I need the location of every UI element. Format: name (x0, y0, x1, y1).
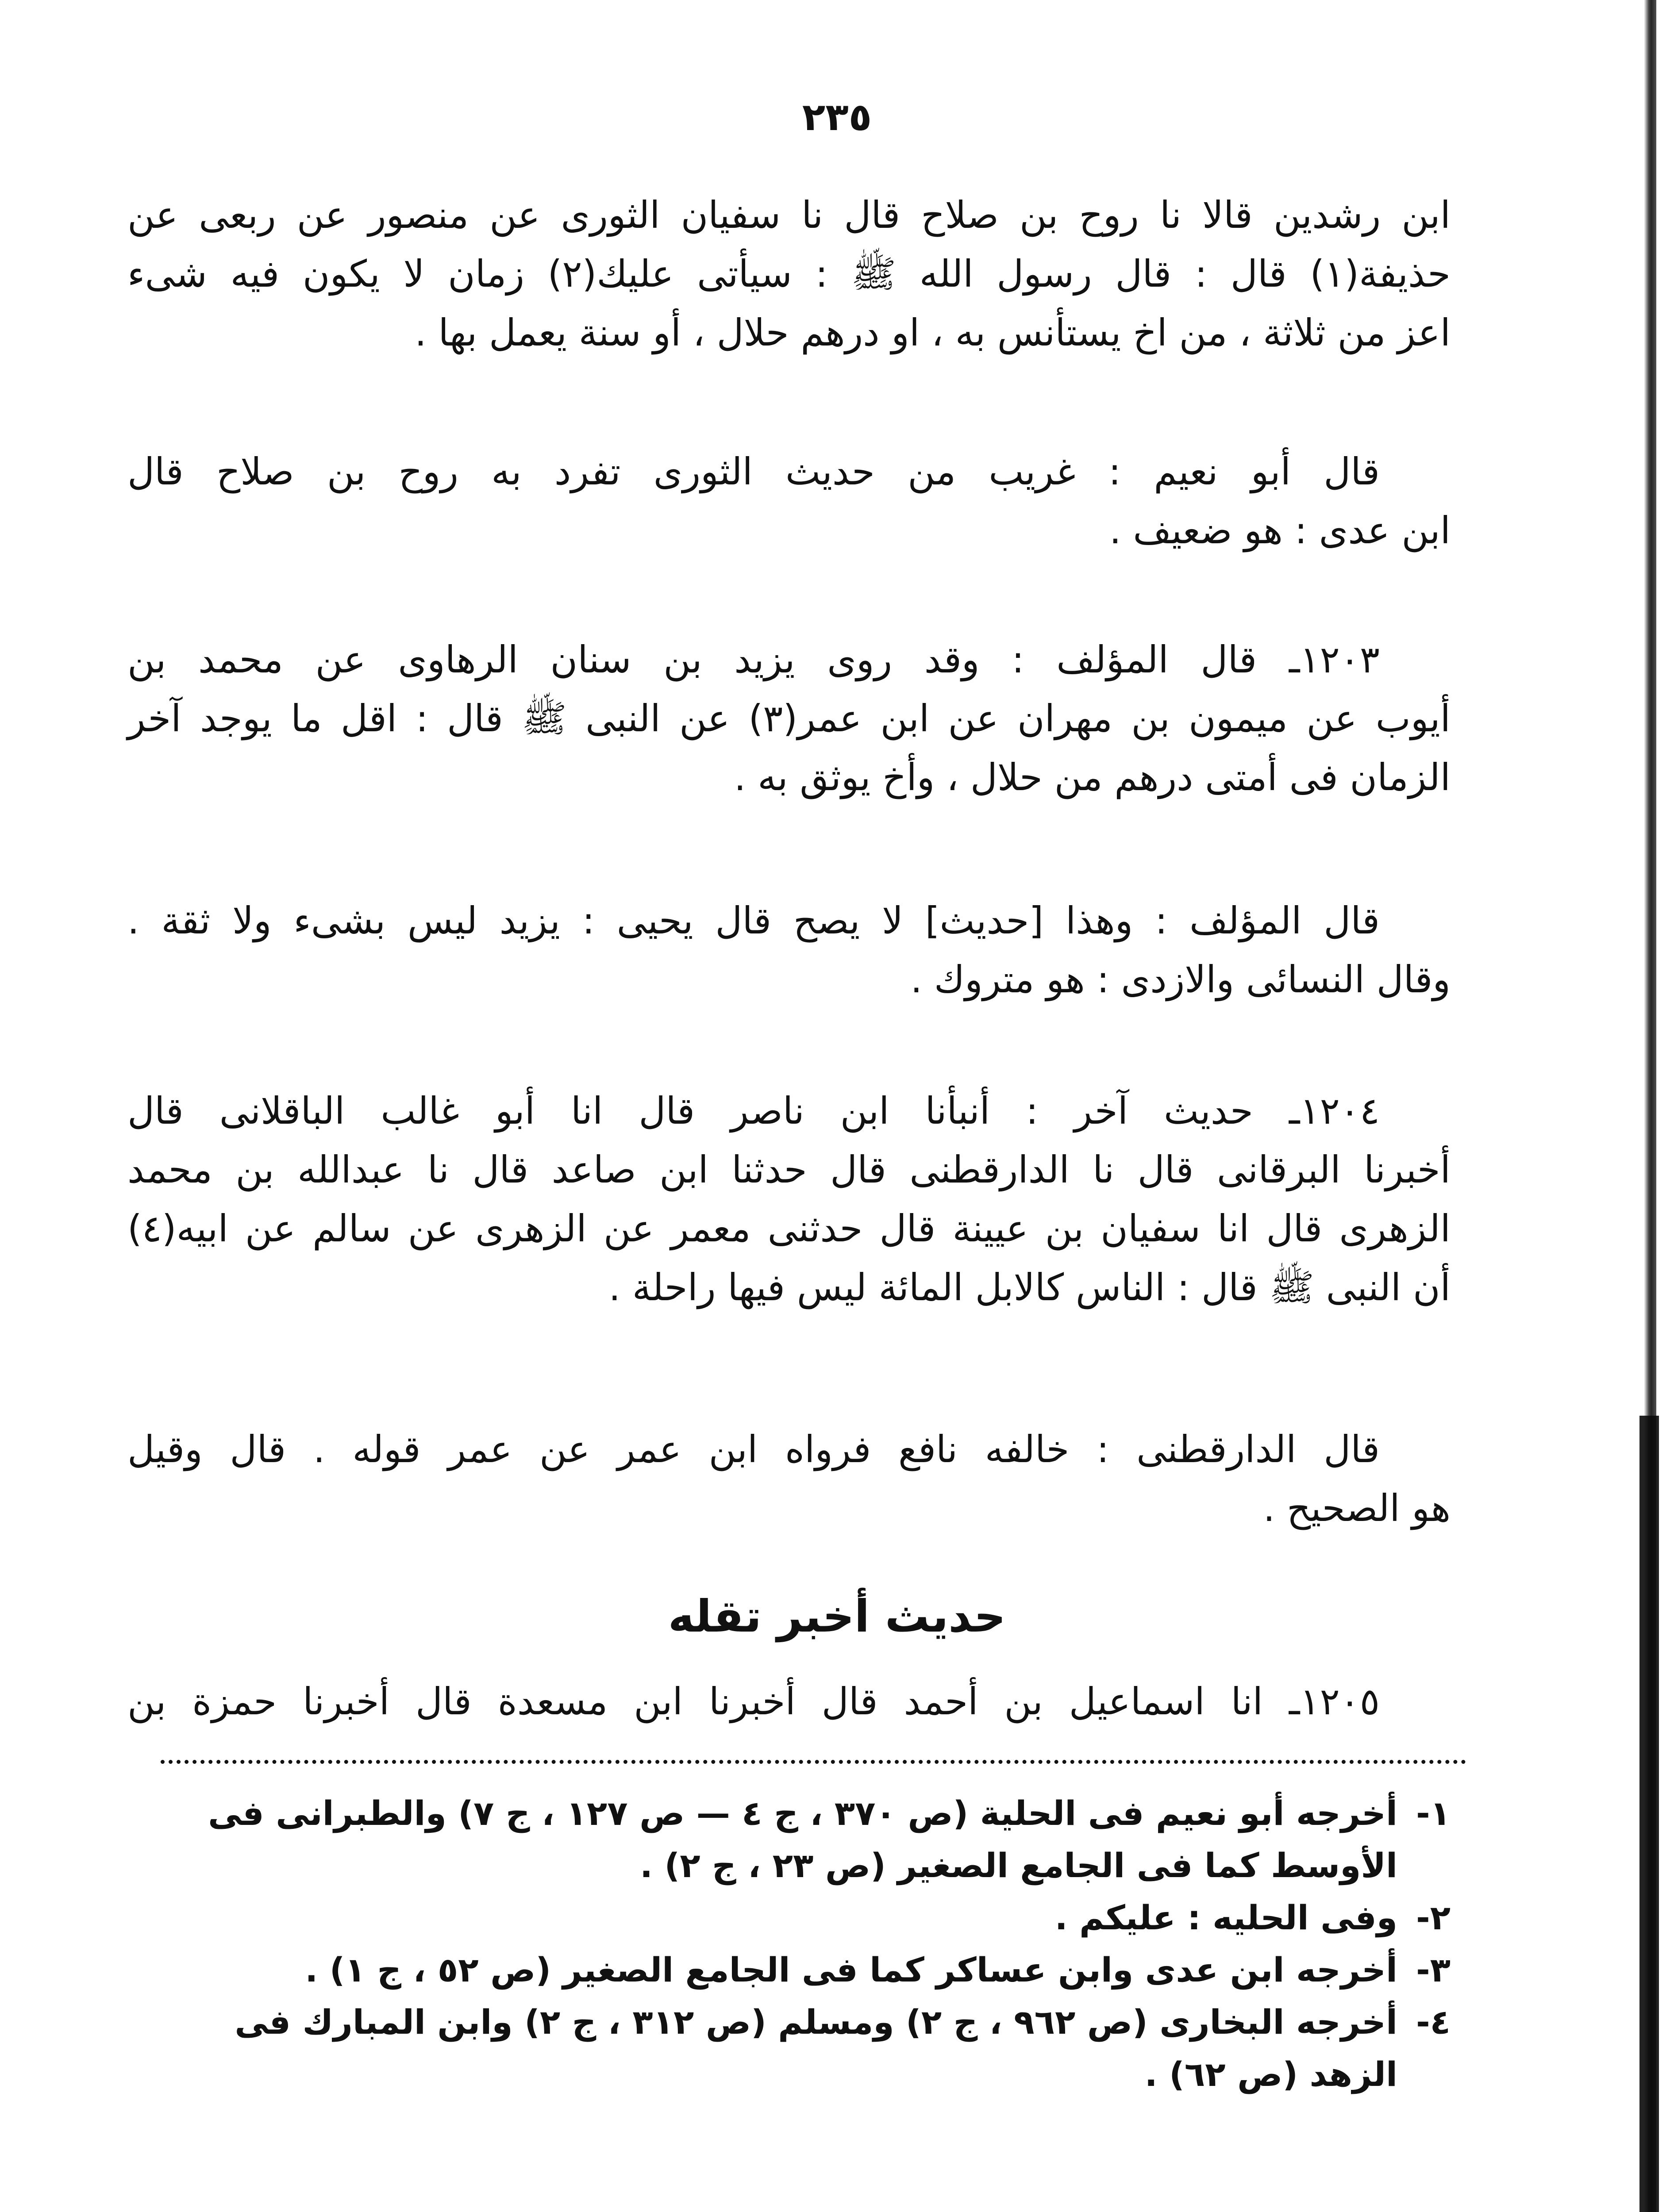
paragraph-6 (127, 1420, 1451, 1538)
text-line: هو الصحيح . (1263, 1486, 1451, 1530)
footnote-number: ١- (1416, 1793, 1451, 1833)
section-heading: حديث أخبر تقله (668, 1590, 1006, 1642)
footnote-number: ٤- (1416, 2002, 1451, 2042)
text-line: أن النبى ﷺ قال : الناس كالابل المائة ليس فيها راحلة . (608, 1266, 1451, 1309)
footnote-number: ٣- (1416, 1950, 1451, 1989)
footnote-text: الزهد (ص ٦٢) . (1144, 2055, 1397, 2094)
text-line: أخبرنا البرقانى قال نا الدارقطنى قال حدثنا ابن صاعد قال نا عبدالله بن محمد (127, 1148, 1451, 1191)
paragraph-2 (127, 442, 1451, 560)
footnote-4 (127, 1996, 1451, 2101)
text-line: ١٢٠٥ـ انا اسماعيل بن أحمد قال أخبرنا ابن مسعدة قال أخبرنا حمزة بن (127, 1680, 1380, 1723)
text-line: ١٢٠٤ـ حديث آخر : أنبأنا ابن ناصر قال انا أبو غالب الباقلانى قال (127, 1089, 1380, 1133)
text-line: قال المؤلف : وهذا [حديث] لا يصح قال يحيى : يزيد ليس بشىء ولا ثقة . (127, 899, 1380, 942)
footnote-2 (127, 1892, 1451, 1944)
text-line: حذيفة(١) قال : قال رسول الله ﷺ : سيأتى عليك(٢) زمان لا يكون فيه شىء (127, 252, 1451, 296)
paragraph-5 (127, 1082, 1451, 1317)
footnote-text: أخرجه ابن عدى وابن عساكر كما فى الجامع الصغير (ص ٥٢ ، ج ١) . (305, 1950, 1397, 1989)
binding-edge-lower (1639, 1416, 1659, 2212)
text-line: قال الدارقطنى : خالفه نافع فرواه ابن عمر عن عمر قوله . قال وقيل (127, 1428, 1380, 1471)
text-line: اعز من ثلاثة ، من اخ يستأنس به ، او درهم حلال ، أو سنة يعمل بها . (415, 311, 1451, 354)
text-line: ١٢٠٣ـ قال المؤلف : وقد روى يزيد بن سنان الرهاوى عن محمد بن (127, 638, 1380, 681)
footnote-1 (127, 1787, 1451, 1892)
text-line: قال أبو نعيم : غريب من حديث الثورى تفرد به روح بن صلاح قال (127, 450, 1380, 493)
paragraph-4 (127, 891, 1451, 1009)
page-number: ٢٣٥ (802, 95, 872, 139)
footnote-text: أخرجه أبو نعيم فى الحلية (ص ٣٧٠ ، ج ٤ — ص ١٢٧ ، ج ٧) والطبرانى فى (208, 1793, 1397, 1833)
paragraph-7 (127, 1672, 1451, 1731)
paragraph-1 (127, 186, 1451, 362)
paragraph-3 (127, 630, 1451, 807)
footnote-separator (161, 1760, 1466, 1764)
footnote-3 (127, 1944, 1451, 1996)
footnote-number: ٢- (1416, 1898, 1451, 1937)
text-line: الزهرى قال انا سفيان بن عيينة قال حدثنى معمر عن الزهرى عن سالم عن ابيه(٤) (127, 1207, 1451, 1250)
footnote-text: أخرجه البخارى (ص ٩٦٢ ، ج ٢) ومسلم (ص ٣١٢ ، ج ٢) وابن المبارك فى (235, 2002, 1397, 2042)
text-line: ابن عدى : هو ضعيف . (1109, 509, 1451, 552)
text-line: ابن رشدين قالا نا روح بن صلاح قال نا سفيان الثورى عن منصور عن ربعى عن (127, 193, 1451, 237)
footnotes (127, 1787, 1451, 2101)
text-line: الزمان فى أمتى درهم من حلال ، وأخ يوثق به . (734, 756, 1451, 799)
text-line: أيوب عن ميمون بن مهران عن ابن عمر(٣) عن النبى ﷺ قال : اقل ما يوجد آخر (127, 697, 1451, 740)
text-line: وقال النسائى والازدى : هو متروك . (910, 958, 1451, 1001)
footnote-text: وفى الحليه : عليكم . (1054, 1898, 1397, 1937)
footnote-text: الأوسط كما فى الجامع الصغير (ص ٢٣ ، ج ٢) . (640, 1846, 1397, 1885)
